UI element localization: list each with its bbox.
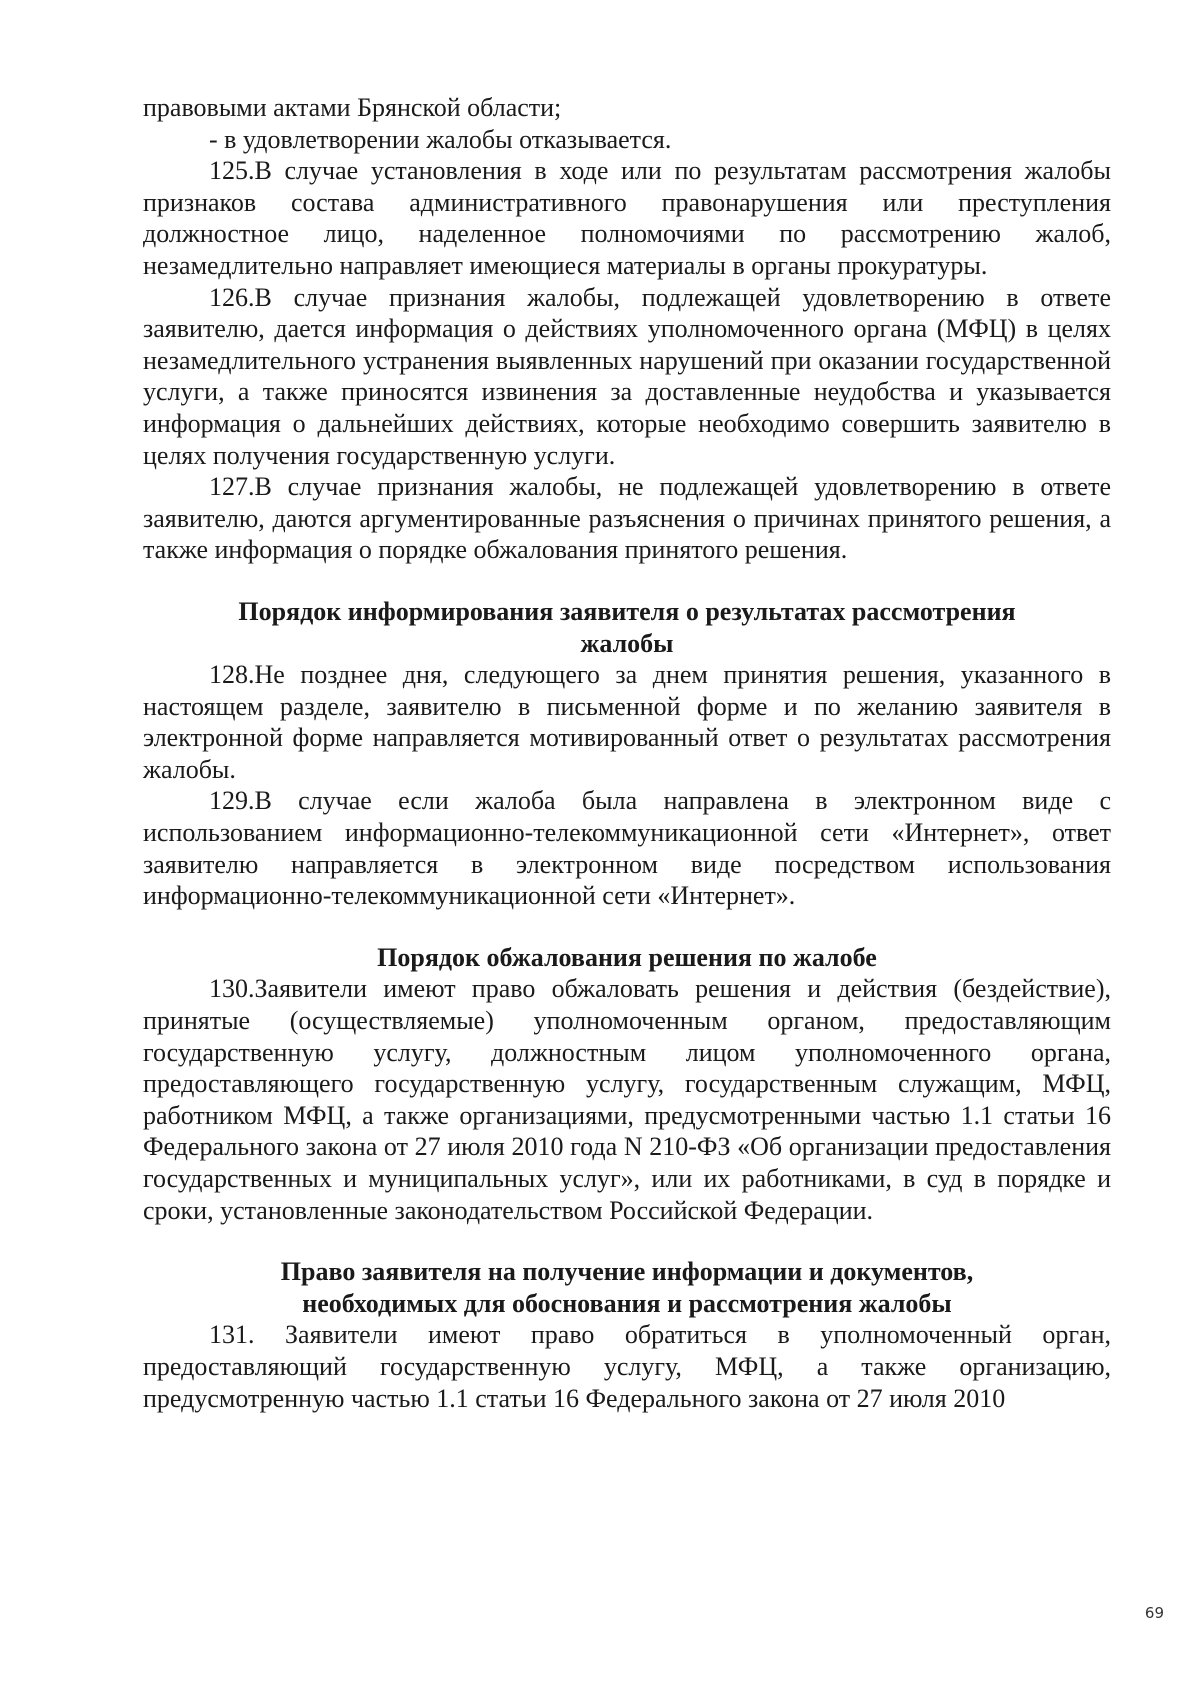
- paragraph-131: 131. Заявители имеют право обратиться в уполномоченный орган, предоставляющий государственную услугу, МФЦ, а также организацию, предусмотренную частью 1.1 статьи 16 Федерального закона от 27 июля 2010: [143, 1320, 1111, 1413]
- section-heading-right-to-info-line2: необходимых для обоснования и рассмотрения жалобы: [302, 1288, 952, 1318]
- paragraph-refusal: - в удовлетворении жалобы отказывается.: [209, 124, 672, 154]
- document-body: [143, 92, 1111, 1414]
- section-heading-informing-line2: жалобы: [580, 628, 674, 658]
- page-number: 69: [1144, 1604, 1164, 1622]
- section-heading-right-to-info-line1: Право заявителя на получение информации и документов,: [280, 1257, 974, 1287]
- section-heading-appeal: [143, 942, 1111, 974]
- section-heading-right-to-info: [143, 1256, 1111, 1319]
- section-heading-appeal-line: Порядок обжалования решения по жалобе: [377, 942, 877, 972]
- paragraph-128: 128.Не позднее дня, следующего за днем принятия решения, указанного в настоящем разделе, заявителю в письменной форме и по желанию заявителя в электронной форме направляется мотивированный ответ о результатах рассмотрения жалобы.: [143, 660, 1111, 784]
- paragraph-129: 129.В случае если жалоба была направлена в электронном виде с использованием информационно-телекоммуникационной сети «Интернет», ответ заявителю направляется в электронном виде посредством использования информационно-телекоммуникационной сети «Интернет».: [143, 786, 1111, 911]
- section-heading-informing: [143, 596, 1111, 659]
- paragraph-126: 126.В случае признания жалобы, подлежащей удовлетворению в ответе заявителю, дается информация о действиях уполномоченного органа (МФЦ) в целях незамедлительного устранения выявленных нарушений при оказании государственной услуги, а также приносятся извинения за доставленные неудобства и указывается информация о дальнейших действиях, которые необходимо совершить заявителю в целях получения государственную услуги.: [143, 282, 1111, 470]
- paragraph-130: 130.Заявители имеют право обжаловать решения и действия (бездействие), принятые (осуществляемые) уполномоченным органом, предоставляющим государственную услугу, должностным лицом уполномоченного органа, предоставляющего государственную услугу, государственным служащим, МФЦ, работником МФЦ, а также организациями, предусмотренными частью 1.1 статьи 16 Федерального закона от 27 июля 2010 года N 210-ФЗ «Об организации предоставления государственных и муниципальных услуг», или их работниками, в суд в порядке и сроки, установленные законодательством Российской Федерации.: [143, 974, 1111, 1225]
- paragraph-125: 125.В случае установления в ходе или по результатам рассмотрения жалобы признаков состава административного правонарушения или преступления должностное лицо, наделенное полномочиями по рассмотрению жалоб, незамедлительно направляет имеющиеся материалы в органы прокуратуры.: [143, 156, 1111, 280]
- paragraph-127: 127.В случае признания жалобы, не подлежащей удовлетворению в ответе заявителю, даются аргументированные разъяснения о причинах принятого решения, а также информация о порядке обжалования принятого решения.: [143, 472, 1111, 565]
- paragraph-continuation: правовыми актами Брянской области;: [143, 93, 562, 122]
- section-heading-informing-line1: Порядок информирования заявителя о результатах рассмотрения: [238, 596, 1016, 626]
